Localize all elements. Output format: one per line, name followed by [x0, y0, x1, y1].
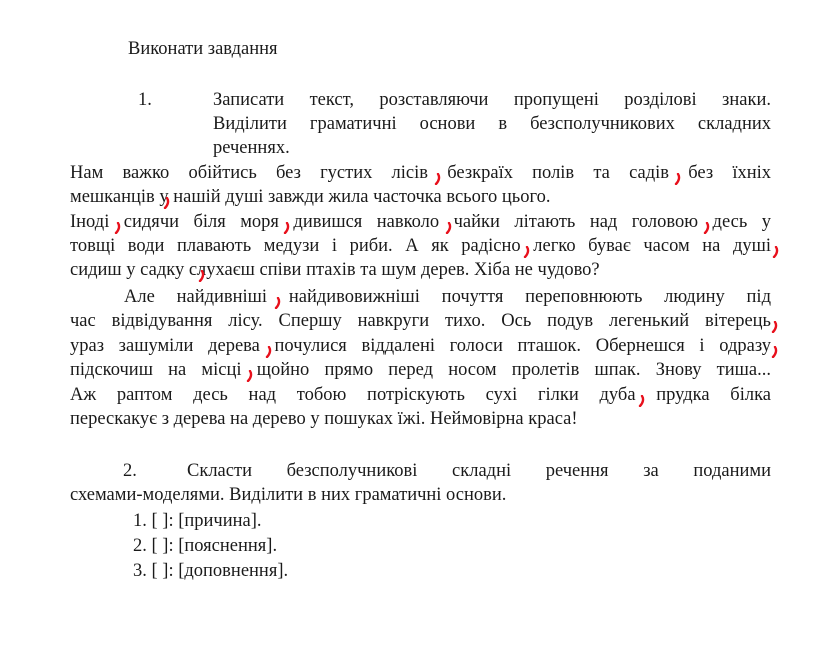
text-line: перескакує з дерева на дерево у пошуках їжі. Неймовірна краса! — [70, 409, 578, 429]
text-line: сидиш у садку слухаєш співи птахів та шум дерев. Хіба не чудово? — [70, 260, 600, 280]
page-title: Виконати завдання — [128, 39, 278, 59]
text-line: підскочиш на місці щойно прямо перед носом пролетів шпак. Знову тиша... — [70, 360, 771, 380]
task1-number: 1. — [138, 90, 152, 110]
text-line: мешканців у нашій душі завжди жила часточка всього цього. — [70, 187, 551, 207]
text-line: Іноді сидячи біля моря дивишся навколо чайки літають над головою десь у — [70, 212, 771, 232]
text-line: Аж раптом десь над тобою потріскують сухі гілки дуба прудка білка — [70, 385, 771, 405]
text-line: час відвідування лісу. Спершу навкруги тихо. Ось подув легенький вітерець — [70, 311, 771, 331]
task1-line-2: Виділити граматичні основи в безсполучникових складних — [213, 114, 771, 134]
scheme-item: 2. [ ]: [пояснення]. — [133, 536, 278, 556]
scheme-item: 1. [ ]: [причина]. — [133, 511, 262, 531]
text-line: товщі води плавають медузи і риби. А як радісно легко буває часом на душі — [70, 236, 771, 256]
handwritten-comma-mark — [772, 246, 780, 258]
task2-line-2: схемами-моделями. Виділити в них граматичні основи. — [70, 485, 507, 505]
text-line: ураз зашуміли дерева почулися віддалені голоси пташок. Обернешся і одразу — [70, 336, 771, 356]
task1-line-1: Записати текст, розставляючи пропущені розділові знаки. — [213, 90, 771, 110]
text-line: Нам важко обійтись без густих лісів безкраїх полів та садів без їхніх — [70, 163, 771, 183]
task2-line-1: Скласти безсполучникові складні речення за поданими — [187, 461, 771, 481]
handwritten-comma-mark — [771, 321, 779, 333]
scheme-item: 3. [ ]: [доповнення]. — [133, 561, 289, 581]
task2-number: 2. — [123, 461, 137, 481]
text-line: Але найдивніші найдивовижніші почуття переповнюють людину під — [124, 287, 771, 307]
handwritten-comma-mark — [771, 346, 779, 358]
task1-line-3: реченнях. — [213, 138, 290, 158]
